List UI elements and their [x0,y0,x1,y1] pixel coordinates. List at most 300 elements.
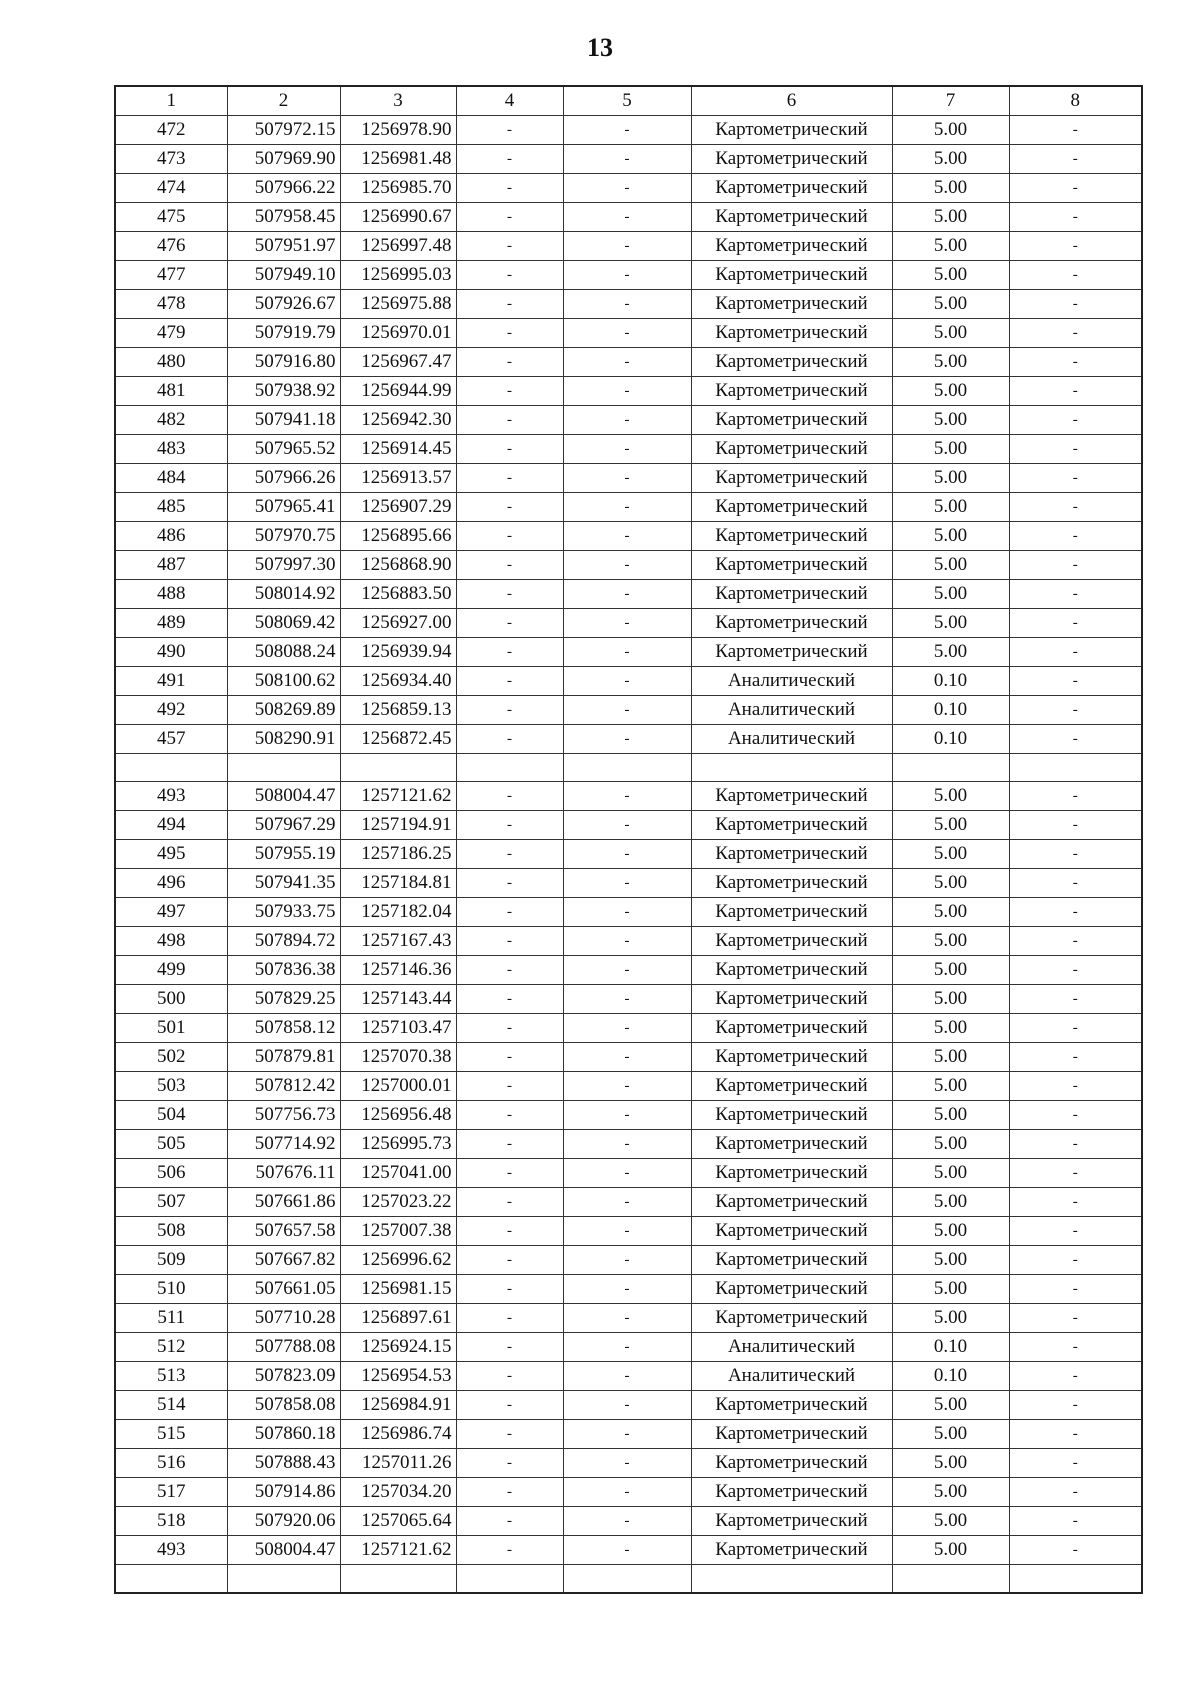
col4-cell: - [456,1246,563,1275]
column-header: 4 [456,86,563,116]
y-coordinate-cell: 1257186.25 [340,840,456,869]
col5-cell: - [563,609,691,638]
point-number-cell: 503 [115,1072,227,1101]
col5-cell: - [563,319,691,348]
point-number-cell: 476 [115,232,227,261]
col8-cell: - [1009,1130,1142,1159]
x-coordinate-cell: 507941.35 [227,869,340,898]
point-number-cell: 508 [115,1217,227,1246]
method-cell: Картометрический [691,406,892,435]
column-header: 3 [340,86,456,116]
method-cell: Картометрический [691,1391,892,1420]
point-number-cell: 474 [115,174,227,203]
table-row [115,1188,1142,1217]
y-coordinate-cell: 1256924.15 [340,1333,456,1362]
table-row [115,1217,1142,1246]
x-coordinate-cell: 507997.30 [227,551,340,580]
col4-cell: - [456,1449,563,1478]
col5-cell: - [563,840,691,869]
y-coordinate-cell: 1256967.47 [340,348,456,377]
accuracy-cell: 5.00 [892,1536,1009,1565]
col5-cell: - [563,696,691,725]
y-coordinate-cell: 1257007.38 [340,1217,456,1246]
col5-cell: - [563,1391,691,1420]
table-row [115,1304,1142,1333]
accuracy-cell: 5.00 [892,290,1009,319]
table-row [115,811,1142,840]
table-row [115,754,1142,782]
column-header: 5 [563,86,691,116]
table-row [115,667,1142,696]
y-coordinate-cell: 1257011.26 [340,1449,456,1478]
col5-cell: - [563,725,691,754]
accuracy-cell: 0.10 [892,667,1009,696]
col5-cell: - [563,1420,691,1449]
x-coordinate-cell: 507972.15 [227,116,340,145]
accuracy-cell: 0.10 [892,1362,1009,1391]
table-row [115,406,1142,435]
accuracy-cell: 5.00 [892,377,1009,406]
col4-cell: - [456,1014,563,1043]
method-cell: Картометрический [691,1449,892,1478]
accuracy-cell: 5.00 [892,1130,1009,1159]
col5-cell [563,1565,691,1593]
col5-cell [563,754,691,782]
table-row [115,869,1142,898]
y-coordinate-cell: 1257121.62 [340,782,456,811]
accuracy-cell: 5.00 [892,203,1009,232]
x-coordinate-cell: 507860.18 [227,1420,340,1449]
x-coordinate-cell: 507965.41 [227,493,340,522]
col4-cell: - [456,435,563,464]
point-number-cell: 505 [115,1130,227,1159]
accuracy-cell: 5.00 [892,348,1009,377]
x-coordinate-cell: 508100.62 [227,667,340,696]
method-cell: Картометрический [691,493,892,522]
y-coordinate-cell: 1257146.36 [340,956,456,985]
col4-cell: - [456,667,563,696]
y-coordinate-cell: 1256913.57 [340,464,456,493]
y-coordinate-cell: 1256942.30 [340,406,456,435]
col5-cell: - [563,1072,691,1101]
x-coordinate-cell: 507966.26 [227,464,340,493]
point-number-cell: 478 [115,290,227,319]
method-cell: Картометрический [691,956,892,985]
method-cell: Картометрический [691,1275,892,1304]
table-row [115,551,1142,580]
col8-cell: - [1009,638,1142,667]
y-coordinate-cell: 1257121.62 [340,1536,456,1565]
table-row [115,696,1142,725]
method-cell: Картометрический [691,1507,892,1536]
point-number-cell: 515 [115,1420,227,1449]
point-number-cell: 514 [115,1391,227,1420]
col8-cell: - [1009,869,1142,898]
col4-cell: - [456,725,563,754]
point-number-cell: 472 [115,116,227,145]
point-number-cell: 510 [115,1275,227,1304]
method-cell: Картометрический [691,435,892,464]
x-coordinate-cell: 508004.47 [227,782,340,811]
y-coordinate-cell: 1256985.70 [340,174,456,203]
table-row [115,1565,1142,1593]
col8-cell: - [1009,145,1142,174]
col4-cell: - [456,580,563,609]
point-number-cell: 495 [115,840,227,869]
method-cell: Картометрический [691,1101,892,1130]
col4-cell: - [456,1130,563,1159]
col4-cell: - [456,1478,563,1507]
method-cell: Картометрический [691,1304,892,1333]
col4-cell: - [456,551,563,580]
accuracy-cell: 5.00 [892,464,1009,493]
table-row [115,1130,1142,1159]
y-coordinate-cell: 1257023.22 [340,1188,456,1217]
col4-cell: - [456,232,563,261]
point-number-cell: 500 [115,985,227,1014]
accuracy-cell: 5.00 [892,174,1009,203]
point-number-cell: 512 [115,1333,227,1362]
x-coordinate-cell: 507958.45 [227,203,340,232]
col8-cell: - [1009,1507,1142,1536]
method-cell: Картометрический [691,203,892,232]
accuracy-cell: 5.00 [892,1478,1009,1507]
y-coordinate-cell: 1257041.00 [340,1159,456,1188]
col8-cell: - [1009,1304,1142,1333]
x-coordinate-cell: 507829.25 [227,985,340,1014]
method-cell: Аналитический [691,667,892,696]
accuracy-cell: 0.10 [892,1333,1009,1362]
y-coordinate-cell: 1256995.73 [340,1130,456,1159]
y-coordinate-cell [340,1565,456,1593]
x-coordinate-cell [227,1565,340,1593]
method-cell: Картометрический [691,1130,892,1159]
x-coordinate-cell [227,754,340,782]
col4-cell: - [456,1101,563,1130]
col8-cell: - [1009,667,1142,696]
table-row [115,1362,1142,1391]
accuracy-cell: 0.10 [892,696,1009,725]
col8-cell: - [1009,1478,1142,1507]
x-coordinate-cell: 507967.29 [227,811,340,840]
column-header: 6 [691,86,892,116]
col8-cell: - [1009,348,1142,377]
col5-cell: - [563,1536,691,1565]
col4-cell: - [456,1159,563,1188]
accuracy-cell: 5.00 [892,840,1009,869]
method-cell: Картометрический [691,609,892,638]
accuracy-cell: 5.00 [892,580,1009,609]
col5-cell: - [563,116,691,145]
accuracy-cell: 5.00 [892,638,1009,667]
col8-cell: - [1009,1159,1142,1188]
x-coordinate-cell: 507714.92 [227,1130,340,1159]
x-coordinate-cell: 507710.28 [227,1304,340,1333]
table-row [115,522,1142,551]
table-row [115,493,1142,522]
y-coordinate-cell: 1256956.48 [340,1101,456,1130]
point-number-cell: 477 [115,261,227,290]
col5-cell: - [563,1043,691,1072]
point-number-cell: 482 [115,406,227,435]
point-number-cell: 513 [115,1362,227,1391]
col5-cell: - [563,551,691,580]
x-coordinate-cell: 507894.72 [227,927,340,956]
y-coordinate-cell: 1256895.66 [340,522,456,551]
method-cell: Картометрический [691,377,892,406]
column-header: 7 [892,86,1009,116]
table-row [115,1391,1142,1420]
point-number-cell: 501 [115,1014,227,1043]
col8-cell: - [1009,522,1142,551]
table-row [115,782,1142,811]
y-coordinate-cell: 1256927.00 [340,609,456,638]
col4-cell: - [456,840,563,869]
col5-cell: - [563,1362,691,1391]
col4-cell: - [456,493,563,522]
point-number-cell: 484 [115,464,227,493]
point-number-cell: 486 [115,522,227,551]
col8-cell: - [1009,782,1142,811]
col5-cell: - [563,145,691,174]
y-coordinate-cell: 1256897.61 [340,1304,456,1333]
col4-cell [456,1565,563,1593]
accuracy-cell: 5.00 [892,782,1009,811]
method-cell: Картометрический [691,1159,892,1188]
y-coordinate-cell: 1256995.03 [340,261,456,290]
table-row [115,116,1142,145]
method-cell: Картометрический [691,898,892,927]
method-cell: Картометрический [691,1536,892,1565]
point-number-cell: 485 [115,493,227,522]
point-number-cell: 473 [115,145,227,174]
accuracy-cell: 5.00 [892,261,1009,290]
col4-cell: - [456,174,563,203]
col4-cell: - [456,261,563,290]
point-number-cell: 507 [115,1188,227,1217]
col5-cell: - [563,493,691,522]
method-cell [691,754,892,782]
col5-cell: - [563,261,691,290]
point-number-cell: 489 [115,609,227,638]
table-row [115,1101,1142,1130]
col8-cell: - [1009,1246,1142,1275]
x-coordinate-cell: 507916.80 [227,348,340,377]
x-coordinate-cell: 507858.12 [227,1014,340,1043]
x-coordinate-cell: 507933.75 [227,898,340,927]
table-row [115,1072,1142,1101]
x-coordinate-cell: 508269.89 [227,696,340,725]
point-number-cell: 494 [115,811,227,840]
y-coordinate-cell: 1257070.38 [340,1043,456,1072]
y-coordinate-cell: 1257182.04 [340,898,456,927]
accuracy-cell: 5.00 [892,1217,1009,1246]
accuracy-cell: 5.00 [892,1507,1009,1536]
accuracy-cell: 5.00 [892,956,1009,985]
accuracy-cell: 5.00 [892,927,1009,956]
method-cell: Картометрический [691,522,892,551]
method-cell: Картометрический [691,551,892,580]
table-row [115,261,1142,290]
accuracy-cell: 5.00 [892,522,1009,551]
col8-cell: - [1009,1188,1142,1217]
accuracy-cell: 5.00 [892,1275,1009,1304]
table-header-row [115,86,1142,116]
x-coordinate-cell: 507823.09 [227,1362,340,1391]
col4-cell: - [456,377,563,406]
col5-cell: - [563,927,691,956]
table-row [115,348,1142,377]
point-number-cell: 499 [115,956,227,985]
col8-cell: - [1009,927,1142,956]
method-cell: Аналитический [691,1362,892,1391]
x-coordinate-cell: 508069.42 [227,609,340,638]
accuracy-cell: 5.00 [892,551,1009,580]
accuracy-cell: 5.00 [892,1449,1009,1478]
col5-cell: - [563,898,691,927]
point-number-cell: 490 [115,638,227,667]
method-cell: Картометрический [691,1072,892,1101]
x-coordinate-cell: 507858.08 [227,1391,340,1420]
x-coordinate-cell: 507836.38 [227,956,340,985]
col5-cell: - [563,1275,691,1304]
col5-cell: - [563,1188,691,1217]
col4-cell: - [456,203,563,232]
col5-cell: - [563,290,691,319]
col4-cell: - [456,782,563,811]
method-cell: Картометрический [691,145,892,174]
x-coordinate-cell: 507949.10 [227,261,340,290]
table-row [115,1478,1142,1507]
accuracy-cell: 5.00 [892,985,1009,1014]
accuracy-cell [892,1565,1009,1593]
col5-cell: - [563,1507,691,1536]
col4-cell: - [456,898,563,927]
col8-cell: - [1009,377,1142,406]
y-coordinate-cell: 1256939.94 [340,638,456,667]
method-cell: Картометрический [691,464,892,493]
x-coordinate-cell: 508004.47 [227,1536,340,1565]
table-row [115,1507,1142,1536]
x-coordinate-cell: 507812.42 [227,1072,340,1101]
x-coordinate-cell: 507955.19 [227,840,340,869]
y-coordinate-cell: 1256914.45 [340,435,456,464]
method-cell: Картометрический [691,1478,892,1507]
point-number-cell: 516 [115,1449,227,1478]
col8-cell: - [1009,1101,1142,1130]
accuracy-cell: 5.00 [892,609,1009,638]
method-cell: Картометрический [691,174,892,203]
point-number-cell: 481 [115,377,227,406]
y-coordinate-cell [340,754,456,782]
col5-cell: - [563,782,691,811]
table-row [115,580,1142,609]
method-cell: Картометрический [691,348,892,377]
col4-cell: - [456,145,563,174]
col4-cell: - [456,1275,563,1304]
col5-cell: - [563,1101,691,1130]
method-cell [691,1565,892,1593]
col8-cell: - [1009,464,1142,493]
col8-cell: - [1009,261,1142,290]
method-cell: Картометрический [691,811,892,840]
col4-cell: - [456,1043,563,1072]
col8-cell: - [1009,1536,1142,1565]
point-number-cell: 506 [115,1159,227,1188]
accuracy-cell: 5.00 [892,811,1009,840]
col8-cell: - [1009,725,1142,754]
point-number-cell: 487 [115,551,227,580]
table-row [115,1333,1142,1362]
col5-cell: - [563,1014,691,1043]
method-cell: Картометрический [691,985,892,1014]
col5-cell: - [563,406,691,435]
col5-cell: - [563,1333,691,1362]
x-coordinate-cell: 507951.97 [227,232,340,261]
y-coordinate-cell: 1256984.91 [340,1391,456,1420]
point-number-cell: 498 [115,927,227,956]
col5-cell: - [563,232,691,261]
table-row [115,1014,1142,1043]
x-coordinate-cell: 507888.43 [227,1449,340,1478]
x-coordinate-cell: 507661.86 [227,1188,340,1217]
col4-cell: - [456,464,563,493]
table-row [115,927,1142,956]
point-number-cell: 518 [115,1507,227,1536]
page-number: 13 [587,33,613,62]
point-number-cell: 493 [115,1536,227,1565]
accuracy-cell: 0.10 [892,725,1009,754]
accuracy-cell: 5.00 [892,116,1009,145]
y-coordinate-cell: 1257065.64 [340,1507,456,1536]
col4-cell: - [456,1333,563,1362]
col8-cell: - [1009,580,1142,609]
table-row [115,464,1142,493]
table-row [115,1420,1142,1449]
table-row [115,1275,1142,1304]
x-coordinate-cell: 507919.79 [227,319,340,348]
y-coordinate-cell: 1257034.20 [340,1478,456,1507]
point-number-cell: 488 [115,580,227,609]
method-cell: Картометрический [691,1420,892,1449]
col8-cell: - [1009,609,1142,638]
col8-cell: - [1009,1043,1142,1072]
accuracy-cell: 5.00 [892,869,1009,898]
accuracy-cell [892,754,1009,782]
col4-cell: - [456,290,563,319]
col8-cell: - [1009,319,1142,348]
y-coordinate-cell: 1256981.48 [340,145,456,174]
col4-cell: - [456,609,563,638]
col5-cell: - [563,638,691,667]
accuracy-cell: 5.00 [892,1188,1009,1217]
col4-cell: - [456,406,563,435]
accuracy-cell: 5.00 [892,319,1009,348]
table-row [115,290,1142,319]
x-coordinate-cell: 507965.52 [227,435,340,464]
method-cell: Аналитический [691,696,892,725]
y-coordinate-cell: 1256944.99 [340,377,456,406]
y-coordinate-cell: 1257194.91 [340,811,456,840]
accuracy-cell: 5.00 [892,406,1009,435]
accuracy-cell: 5.00 [892,145,1009,174]
table-row [115,377,1142,406]
col8-cell: - [1009,174,1142,203]
col8-cell: - [1009,898,1142,927]
method-cell: Картометрический [691,319,892,348]
accuracy-cell: 5.00 [892,1246,1009,1275]
col8-cell [1009,1565,1142,1593]
